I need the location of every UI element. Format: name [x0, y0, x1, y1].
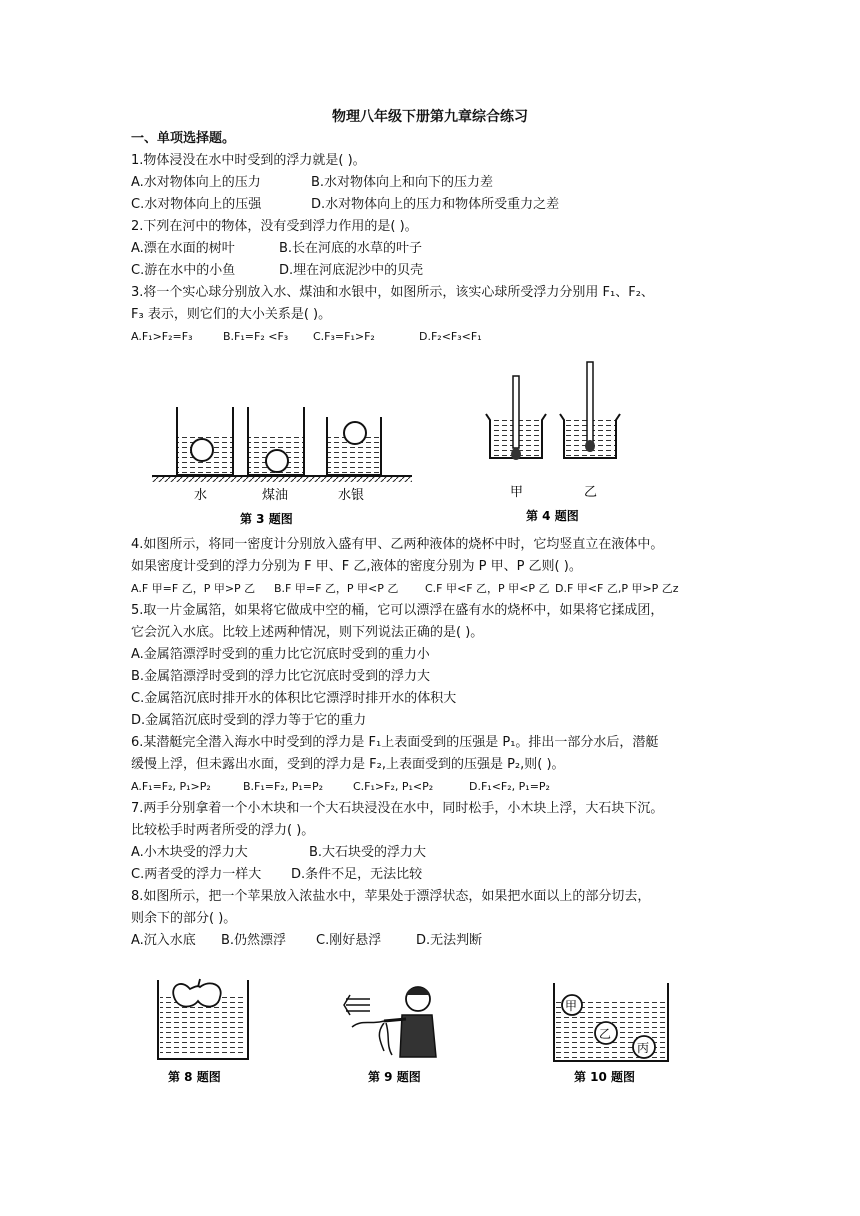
beaker-yi	[560, 362, 620, 458]
figure-3-caption: 第 3 题图	[240, 512, 293, 526]
q2-option-a: A.漂在水面的树叶	[131, 241, 235, 256]
q3-option-c: C.F₃=F₁>F₂	[313, 330, 375, 343]
beaker-mercury	[327, 417, 381, 475]
q6-option-b: B.F₁=F₂, P₁=P₂	[243, 780, 324, 793]
q5-stem-line2: 它会沉入水底。比较上述两种情况，则下列说法正确的是( )。	[131, 625, 484, 640]
label-jia: 甲	[510, 485, 524, 500]
q6-stem-line1: 6.某潜艇完全潜入海水中时受到的浮力是 F₁上表面受到的压强是 P₁。排出一部分水后，潜艇	[131, 735, 659, 750]
hydrometer-yi	[587, 362, 593, 442]
q7-option-d: D.条件不足，无法比较	[291, 867, 423, 882]
figure-8-caption: 第 8 题图	[168, 1070, 221, 1084]
question-list	[131, 128, 731, 348]
ball-jia-label: 甲	[565, 999, 578, 1013]
q8-options	[131, 930, 731, 952]
q4-option-a: A.F 甲=F 乙，P 甲>P 乙	[131, 582, 256, 595]
q7-options-row2	[131, 864, 731, 886]
q3-options	[131, 326, 731, 348]
q2-options-row2	[131, 260, 731, 282]
figure-8	[150, 975, 260, 1087]
figure-9-caption: 第 9 题图	[368, 1070, 421, 1084]
q3-option-a: A.F₁>F₂=F₃	[131, 330, 193, 343]
q7-option-a: A.小木块受的浮力大	[131, 845, 248, 860]
label-yi: 乙	[584, 485, 598, 500]
ribbons-icon	[352, 1021, 392, 1055]
boy-figure-icon	[384, 987, 436, 1057]
q6-stem-line2: 缓慢上浮，但未露出水面，受到的浮力是 F₂,上表面受到的压强是 P₂,则( )。	[131, 757, 565, 772]
q4-stem-line1: 4.如图所示，将同一密度计分别放入盛有甲、乙两种液体的烧杯中时，它均竖直立在液体中。	[131, 537, 664, 552]
q2-option-d: D.埋在河底泥沙中的贝壳	[279, 263, 424, 278]
q5-option-d: D.金属箔沉底时受到的浮力等于它的重力	[131, 713, 367, 728]
beaker-jia	[486, 376, 546, 460]
hydrometer-yi-bulb	[585, 440, 595, 452]
q6-option-a: A.F₁=F₂, P₁>P₂	[131, 780, 211, 793]
q3-option-b: B.F₁=F₂ <F₃	[223, 330, 289, 343]
q5-stem-line1: 5.取一片金属箔，如果将它做成中空的桶，它可以漂浮在盛有水的烧杯中，如果将它揉成团，	[131, 603, 664, 618]
q8-option-c: C.刚好悬浮	[316, 933, 382, 948]
q7-stem-line2: 比较松手时两者所受的浮力( )。	[131, 823, 315, 838]
beaker-kerosene	[248, 407, 304, 475]
q7-options-row1	[131, 842, 731, 864]
q4-option-b: B.F 甲=F 乙，P 甲<P 乙	[274, 582, 399, 595]
section-heading: 一、单项选择题。	[131, 131, 236, 146]
q3-stem-line1: 3.将一个实心球分别放入水、煤油和水银中，如图所示，该实心球所受浮力分别用 F₁、F₂、	[131, 285, 654, 300]
q6-option-c: C.F₁>F₂, P₁<P₂	[353, 780, 434, 793]
q7-option-b: B.大石块受的浮力大	[309, 845, 427, 860]
q8-option-d: D.无法判断	[416, 933, 483, 948]
hydrometer-jia	[513, 376, 519, 448]
figure-10-caption: 第 10 题图	[574, 1070, 636, 1084]
page-title: 物理八年级下册第九章综合练习	[332, 109, 528, 125]
q2-option-c: C.游在水中的小鱼	[131, 263, 236, 278]
q6-option-d: D.F₁<F₂, P₁=P₂	[469, 780, 550, 793]
q7-option-c: C.两者受的浮力一样大	[131, 867, 262, 882]
q6-options	[131, 776, 731, 798]
q4-stem-line2: 如果密度计受到的浮力分别为 F 甲、F 乙,液体的密度分别为 P 甲、P 乙则( )。	[131, 559, 582, 574]
label-water: 水	[194, 488, 208, 503]
apple-icon	[173, 979, 220, 1007]
q7-stem-line1: 7.两手分别拿着一个小木块和一个大石块浸没在水中，同时松手，小木块上浮，大石块下沉。	[131, 801, 664, 816]
ball-in-mercury	[344, 422, 366, 444]
q5-option-c: C.金属箔沉底时排开水的体积比它漂浮时排开水的体积大	[131, 691, 457, 706]
figure-3	[150, 395, 415, 530]
wind-arrows-icon	[344, 995, 370, 1015]
ball-in-kerosene	[266, 450, 288, 472]
label-mercury: 水银	[338, 488, 365, 503]
q4-options	[131, 578, 731, 600]
q4-option-d: D.F 甲<F 乙,P 甲>P 乙z	[555, 582, 679, 595]
q1-option-b: B.水对物体向上和向下的压力差	[311, 175, 494, 190]
q5-option-a: A.金属箔漂浮时受到的重力比它沉底时受到的重力小	[131, 647, 430, 662]
q8-stem-line2: 则余下的部分( )。	[131, 911, 237, 926]
ball-yi-label: 乙	[599, 1027, 612, 1041]
figure-4	[478, 358, 628, 528]
q2-options-row1	[131, 238, 731, 260]
hydrometer-jia-bulb	[511, 448, 521, 460]
q3-option-d: D.F₂<F₃<F₁	[419, 330, 482, 343]
figure-4-caption: 第 4 题图	[526, 509, 579, 523]
q8-option-a: A.沉入水底	[131, 933, 196, 948]
question-list-2	[131, 534, 731, 952]
q8-option-b: B.仍然漂浮	[221, 933, 287, 948]
q1-options-row1	[131, 172, 731, 194]
q5-option-b: B.金属箔漂浮时受到的浮力比它沉底时受到的浮力大	[131, 669, 431, 684]
q1-option-c: C.水对物体向上的压强	[131, 197, 262, 212]
figure-9	[340, 975, 450, 1087]
q1-option-a: A.水对物体向上的压力	[131, 175, 261, 190]
label-kerosene: 煤油	[262, 488, 289, 503]
q1-options-row2	[131, 194, 731, 216]
beaker-water	[177, 407, 233, 475]
figure-10	[548, 975, 678, 1087]
q1-option-d: D.水对物体向上的压力和物体所受重力之差	[311, 197, 560, 212]
q2-stem: 2.下列在河中的物体，没有受到浮力作用的是( )。	[131, 219, 418, 234]
ball-in-water	[191, 439, 213, 461]
ball-bing-label: 丙	[637, 1041, 650, 1055]
q1-stem: 1.物体浸没在水中时受到的浮力就是( )。	[131, 153, 366, 168]
q3-stem-line2: F₃ 表示，则它们的大小关系是( )。	[131, 307, 332, 322]
q4-option-c: C.F 甲<F 乙，P 甲<P 乙	[425, 582, 550, 595]
q2-option-b: B.长在河底的水草的叶子	[279, 241, 423, 256]
q8-stem-line1: 8.如图所示，把一个苹果放入浓盐水中，苹果处于漂浮状态，如果把水面以上的部分切去，	[131, 889, 651, 904]
